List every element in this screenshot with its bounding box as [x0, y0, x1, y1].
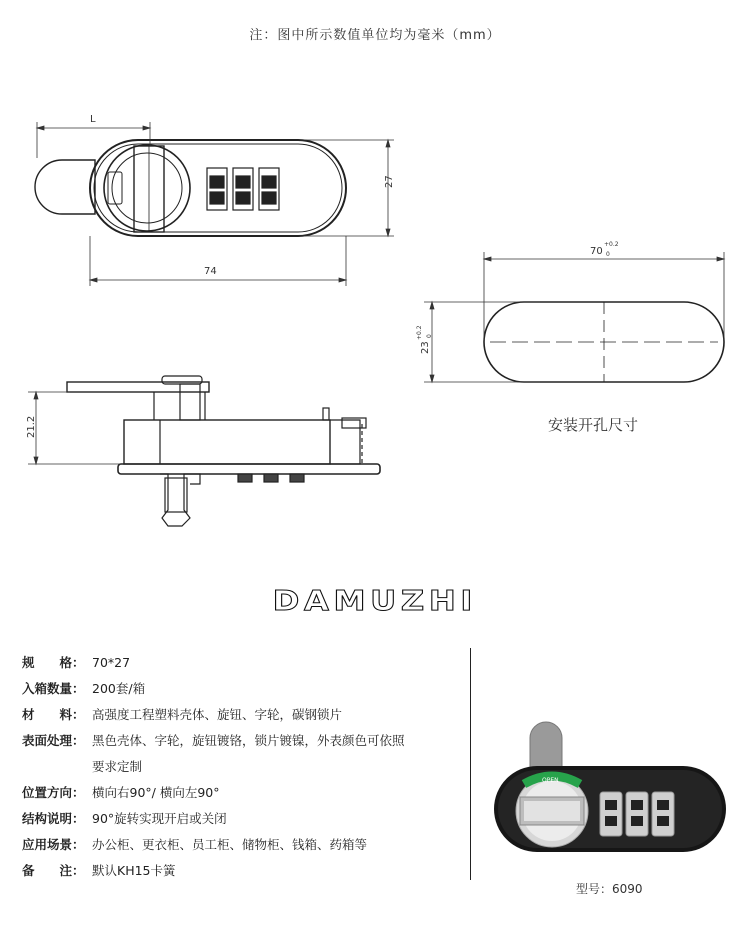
front-view [35, 140, 346, 236]
dim-21-label: 21.2 [26, 415, 37, 438]
model-number: 型号：6090 [576, 882, 643, 896]
spec-row: 应用场景： 办公柜、更衣柜、员工柜、储物柜、钱箱、药箱等 [22, 837, 368, 852]
dim-23-label: 23 [420, 341, 431, 354]
spec-row: 规 格： 70*27 [22, 655, 131, 670]
spec-row: 要求定制 [92, 759, 143, 774]
dim-70-tol: +0.2 [604, 241, 619, 248]
spec-row: 材 料： 高强度工程塑料壳体、旋钮、字轮，碳钢锁片 [22, 707, 343, 722]
dim-L-label: L [90, 114, 96, 125]
dim-27-label: 27 [384, 175, 395, 188]
side-view [67, 376, 380, 526]
spec-list [22, 650, 462, 884]
dim-23-tol: +0.2 [416, 325, 423, 340]
dim-74-label: 74 [204, 266, 217, 277]
spec-row: 备 注： 默认KH15卡簧 [22, 863, 176, 878]
dim-70-tol2: 0 [606, 251, 610, 258]
dim-23-tol2: 0 [426, 334, 433, 338]
spec-row: 位置方向： 横向右90°/ 横向左90° [22, 785, 220, 800]
hole-caption: 安装开孔尺寸 [548, 416, 639, 434]
unit-note: 注：图中所示数值单位均为毫米（mm） [249, 28, 501, 43]
brand-logo: DAMUZHI [272, 584, 478, 617]
dim-21 [28, 392, 120, 464]
divider-line [470, 648, 471, 880]
dim-70-label: 70 [590, 246, 603, 257]
dim-74 [90, 236, 346, 286]
hole-outline [484, 302, 724, 382]
spec-row: 结构说明： 90°旋转实现开启或关闭 [22, 811, 227, 826]
open-label: OPEN [542, 777, 559, 784]
product-photo [480, 700, 740, 870]
spec-row: 表面处理： 黑色壳体、字轮，旋钮镀铬，锁片镀镍，外表颜色可依照 [22, 733, 405, 748]
spec-row: 入箱数量： 200套/箱 [22, 681, 146, 696]
